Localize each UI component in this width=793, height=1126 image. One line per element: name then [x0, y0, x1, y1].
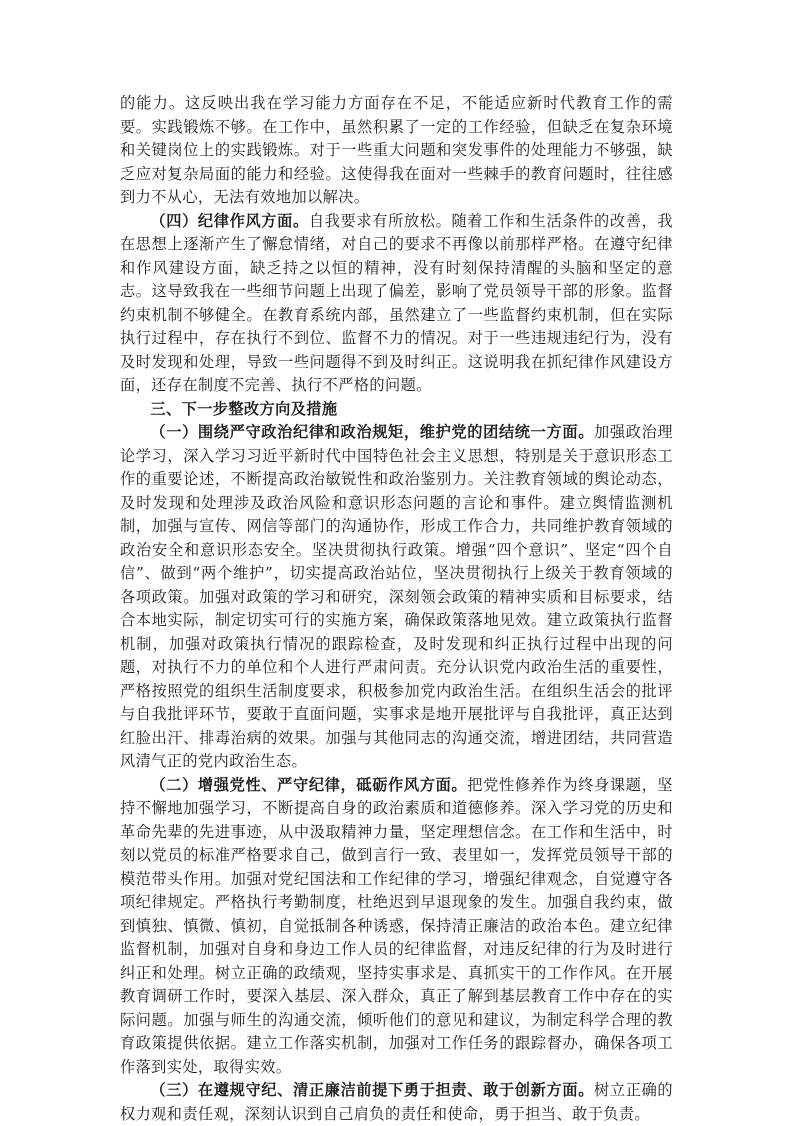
paragraph-party-spirit — [120, 774, 673, 1080]
document-page — [120, 92, 673, 1126]
paragraph-text: 树立正确的权力观和责任观，深刻认识到自己肩负的责任和使命，勇于担当、敢于负责。 — [120, 1081, 674, 1123]
paragraph-discipline-style — [120, 210, 673, 398]
paragraph-lead: （三）在遵规守纪、清正廉洁前提下勇于担责、敢于创新方面。 — [150, 1081, 595, 1099]
paragraph-lead: （一）围绕严守政治纪律和政治规矩，维护党的团结统一方面。 — [150, 423, 595, 441]
paragraph-text: 自我要求有所放松。随着工作和生活条件的改善，我在思想上逐渐产生了懈怠情绪，对自己的要求不再像以前那样严格。在遵守纪律和作风建设方面，缺乏持之以恒的精神，没有时刻保持清醒的头脑和坚定的意志。这导致我在一些细节问题上出现了偏差，影响了党员领导干部的形象。监督约束机制不够健全。在教育系统内部，虽然建立了一些监督约束机制，但在实际执行过程中，存在执行不到位、监督不力的情况。对于一些违规违纪行为，没有及时发现和处理，导致一些问题得不到及时纠正。这说明我在抓纪律作风建设方面，还存在制度不完善、执行不严格的问题。 — [120, 211, 674, 394]
paragraph-lead: （四）纪律作风方面。 — [150, 211, 309, 230]
paragraph-text: 加强政治理论学习，深入学习习近平新时代中国特色社会主义思想，特别是关于意识形态工作的重要论述，不断提高政治敏锐性和政治鉴别力。关注教育领域的舆论动态，及时发现和处理涉及政治风险和意识形态问题的言论和事件。建立舆情监测机制，加强与宣传、网信等部门的沟通协作，形成工作合力，共同维护教育领域的政治安全和意识形态安全。坚决贯彻执行政策。增强“四个意识”、坚定“四个自信”、做到“两个维护”，切实提高政治站位，坚决贯彻执行上级关于教育领域的各项政策。加强对政策的学习和研究，深刻领会政策的精神实质和目标要求，结合本地实际，制定切实可行的实施方案，确保政策落地见效。建立政策执行监督机制，加强对政策执行情况的跟踪检查，及时发现和纠正执行过程中出现的问题，对执行不力的单位和个人进行严肃问责。充分认识党内政治生活的重要性，严格按照党的组织生活制度要求，积极参加党内政治生活。在组织生活会的批评与自我批评环节，要敢于直面问题，实事求是地开展批评与自我批评，真正达到红脸出汗、排毒治病的效果。加强与其他同志的沟通交流，增进团结，共同营造风清气正的党内政治生态。 — [120, 423, 674, 770]
paragraph-responsibility-innovation — [120, 1079, 673, 1126]
paragraph-lead: （二）增强党性、严守纪律，砥砺作风方面。 — [150, 775, 468, 794]
paragraph-political-discipline — [120, 421, 673, 774]
paragraph-capability-shortfall — [120, 92, 673, 210]
paragraph-text: 把党性修养作为终身课题，坚持不懈地加强学习，不断提高自身的政治素质和道德修养。深入学习党的历史和革命先辈的先进事迹，从中汲取精神力量，坚定理想信念。在工作和生活中，时刻以党员的标准严格要求自己，做到言行一致、表里如一，发挥党员领导干部的模范带头作用。加强对党纪国法和工作纪律的学习，增强纪律观念，自觉遵守各项纪律规定。严格执行考勤制度，杜绝迟到早退现象的发生。加强自我约束，做到慎独、慎微、慎初，自觉抵制各种诱惑，保持清正廉洁的政治本色。建立纪律监督机制，加强对自身和身边工作人员的纪律监督，对违反纪律的行为及时进行纠正和处理。树立正确的政绩观，坚持实事求是、真抓实干的工作作风。在开展教育调研工作时，要深入基层、深入群众，真正了解到基层教育工作中存在的实际问题。加强与师生的沟通交流，倾听他们的意见和建议，为制定科学合理的教育政策提供依据。建立工作落实机制，加强对工作任务的跟踪督办，确保各项工作落到实处，取得实效。 — [120, 775, 674, 1076]
section-heading-rectification: 三、下一步整改方向及措施 — [150, 399, 338, 418]
paragraph-text: 的能力。这反映出我在学习能力方面存在不足，不能适应新时代教育工作的需要。实践锻炼不够。在工作中，虽然积累了一定的工作经验，但缺乏在复杂环境和关键岗位上的实践锻炼。对于一些重大问题和突发事件的处理能力不够强，缺乏应对复杂局面的能力和经验。这使得我在面对一些棘手的教育问题时，往往感到力不从心，无法有效地加以解决。 — [120, 94, 673, 206]
